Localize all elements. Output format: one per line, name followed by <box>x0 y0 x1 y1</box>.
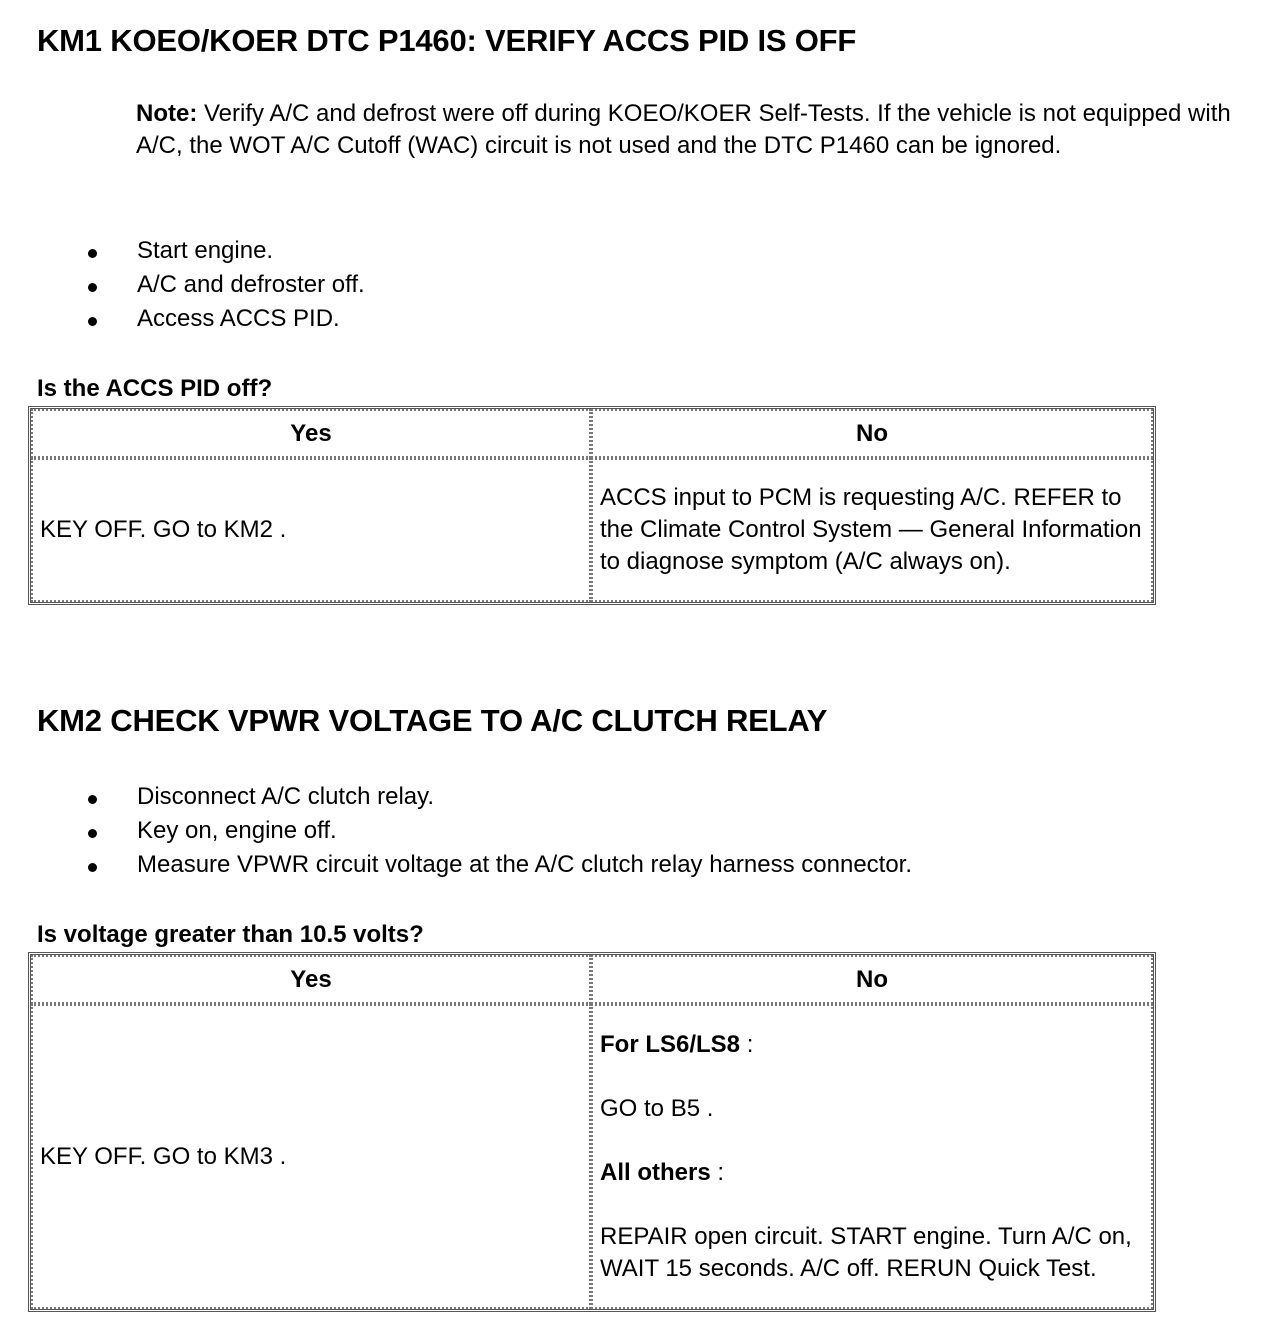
no-cell <box>591 1004 1153 1309</box>
yes-header: Yes <box>31 409 591 458</box>
note-text: Verify A/C and defrost were off during KOEO/KOER Self-Tests. If the vehicle is not equipped with A/C, the WOT A/C Cutoff (WAC) circuit is not used and the DTC P1460 can be ignored. <box>136 100 1231 159</box>
km2-heading: KM2 CHECK VPWR VOLTAGE TO A/C CLUTCH RELAY <box>37 703 828 738</box>
km2-steps-list <box>37 780 912 882</box>
bullet-icon <box>88 863 97 872</box>
km1-result-table <box>28 406 1156 605</box>
ls6-ls8-action: GO to B5 . <box>600 1094 714 1122</box>
no-header: No <box>591 409 1153 458</box>
no-header: No <box>591 955 1153 1004</box>
bullet-icon <box>88 249 97 258</box>
table-row <box>31 1004 1153 1309</box>
bullet-icon <box>88 317 97 326</box>
list-item: Key on, engine off. <box>37 814 912 848</box>
table-header-row <box>31 409 1153 458</box>
note-label: Note: <box>136 100 198 127</box>
km2-result-table <box>28 952 1156 1312</box>
bullet-icon <box>88 829 97 838</box>
table-row <box>31 458 1153 602</box>
table-header-row <box>31 955 1153 1004</box>
yes-cell: KEY OFF. GO to KM2 . <box>31 458 591 602</box>
km1-heading: KM1 KOEO/KOER DTC P1460: VERIFY ACCS PID IS OFF <box>37 23 857 58</box>
no-cell: ACCS input to PCM is requesting A/C. REFER to the Climate Control System — General Information to diagnose symptom (A/C always on). <box>591 458 1153 602</box>
km1-question: Is the ACCS PID off? <box>37 375 273 402</box>
km2-question: Is voltage greater than 10.5 volts? <box>37 921 424 948</box>
list-item: Measure VPWR circuit voltage at the A/C clutch relay harness connector. <box>37 848 912 882</box>
km1-note <box>136 98 1246 162</box>
all-others-condition: All others : <box>600 1158 725 1186</box>
all-others-action: REPAIR open circuit. START engine. Turn A/C on, WAIT 15 seconds. A/C off. RERUN Quick Test. <box>600 1222 1132 1282</box>
list-item: Disconnect A/C clutch relay. <box>37 780 912 814</box>
km1-steps-list <box>37 234 365 336</box>
yes-cell: KEY OFF. GO to KM3 . <box>31 1004 591 1309</box>
bullet-icon <box>88 795 97 804</box>
yes-header: Yes <box>31 955 591 1004</box>
list-item: A/C and defroster off. <box>37 268 365 302</box>
bullet-icon <box>88 283 97 292</box>
ls6-ls8-condition: For LS6/LS8 : <box>600 1030 754 1058</box>
list-item: Start engine. <box>37 234 365 268</box>
list-item: Access ACCS PID. <box>37 302 365 336</box>
